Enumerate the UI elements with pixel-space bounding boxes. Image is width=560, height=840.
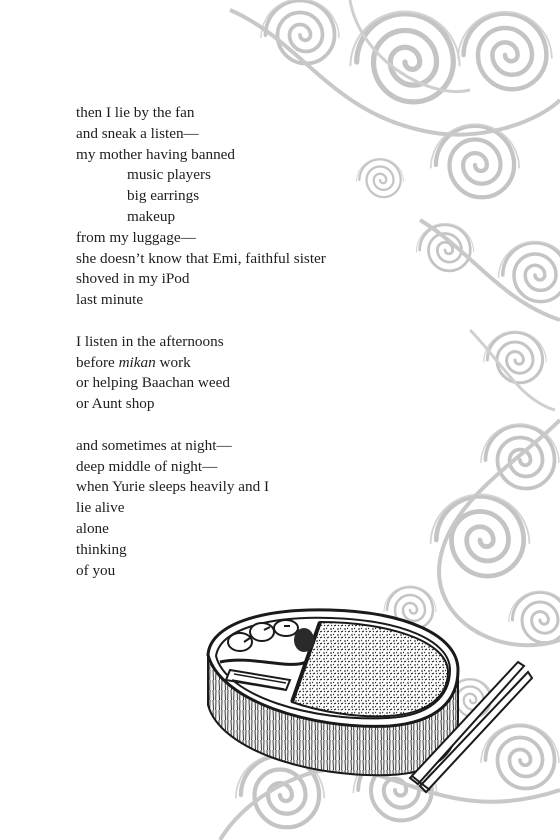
stanza-break [76, 415, 406, 436]
poem-line: shoved in my iPod [76, 270, 190, 288]
poem-line [76, 353, 406, 374]
poem-line: thinking [76, 540, 127, 558]
poem-text: work [155, 353, 191, 371]
stanza-2 [76, 332, 406, 415]
poem-line: and sneak a listen— [76, 124, 199, 142]
italic-word: mikan [118, 353, 156, 371]
poem-line: my mother having banned [76, 145, 236, 163]
poem-line: lie alive [76, 499, 125, 517]
poem-line: or helping Baachan weed [76, 374, 230, 392]
poem-line: last minute [76, 291, 144, 309]
poem-text: before [76, 353, 119, 371]
poem-line: then I lie by the fan [76, 104, 195, 121]
poem-line: when Yurie sleeps heavily and I [76, 478, 270, 496]
poem-line: from my luggage— [76, 228, 196, 246]
stanza-break [76, 311, 406, 332]
bento-box-illustration [200, 600, 535, 800]
poem [76, 103, 406, 581]
poem-line: and sometimes at night— [76, 436, 232, 454]
poem-line: I listen in the afternoons [76, 332, 224, 350]
poem-line: deep middle of night— [76, 457, 218, 475]
poem-line: or Aunt shop [76, 395, 155, 413]
poem-line-indented: makeup [127, 207, 176, 225]
poem-line-indented: music players [127, 166, 211, 184]
poem-line: she doesn’t know that Emi, faithful sister [76, 249, 326, 267]
bento-box [208, 610, 458, 775]
poem-line-indented: big earrings [127, 187, 200, 205]
stanza-3 [76, 436, 406, 582]
poem-line: of you [76, 561, 116, 579]
poem-line: alone [76, 519, 109, 537]
stanza-1 [76, 103, 406, 311]
